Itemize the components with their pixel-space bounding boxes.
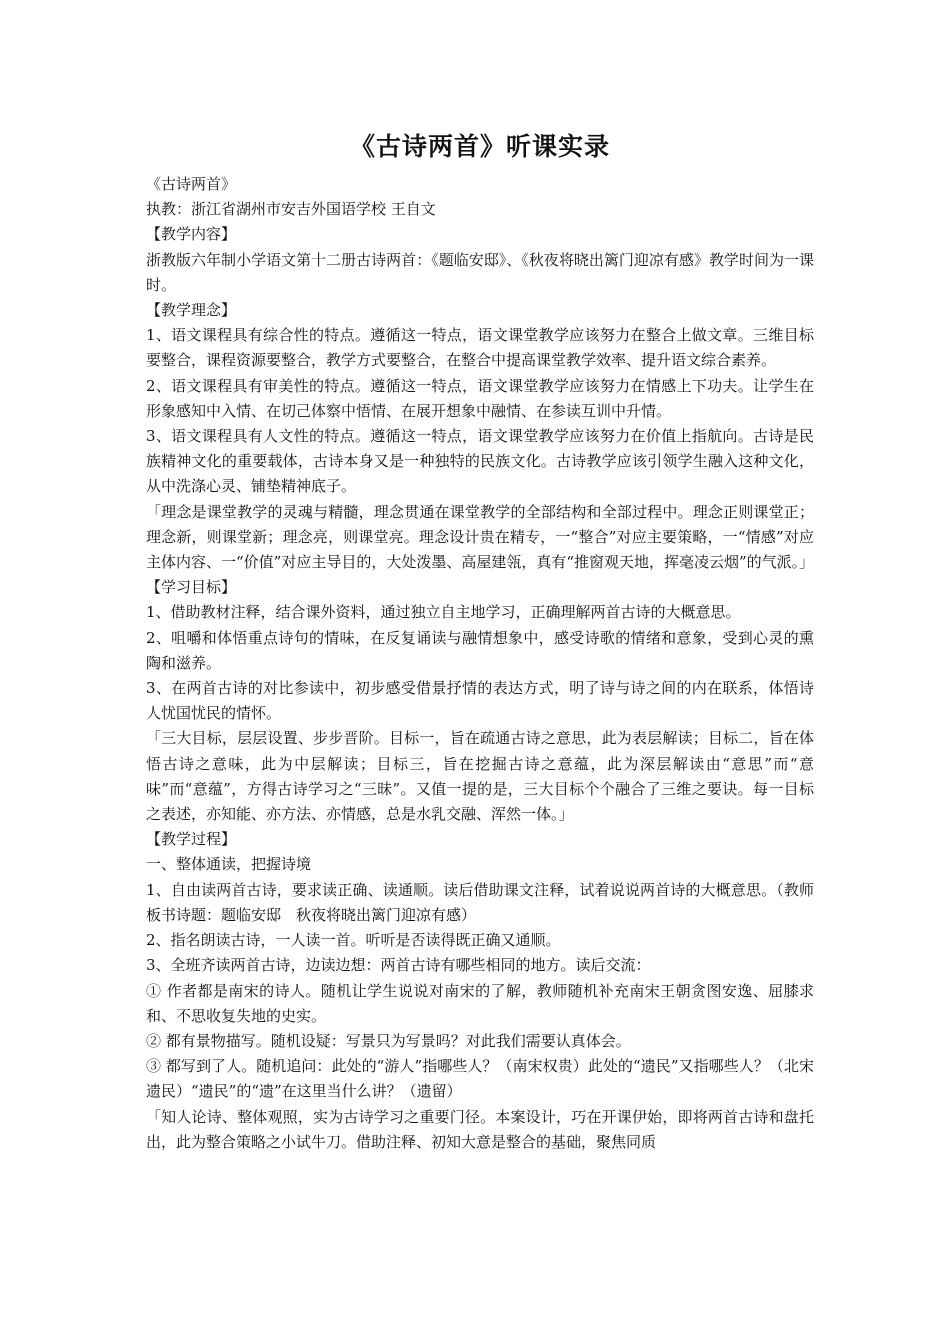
subsection-heading: 一、整体通读，把握诗境 (146, 855, 312, 874)
paragraph: 《古诗两首》 (146, 175, 237, 193)
section-heading: 【教学内容】 (146, 225, 237, 244)
paragraph: 1、借助教材注释，结合课外资料，通过独立自主地学习，正确理解两首古诗的大概意思。 (146, 603, 741, 622)
document-body (146, 172, 814, 1155)
paragraph: 执教：浙江省湖州市安吉外国语学校 王自文 (146, 200, 436, 219)
paragraph: 1、自由读两首古诗，要求读正确、读通顺。读后借助课文注释，试着说说两首诗的大概意思。（教师板书诗题：题临安邸 秋夜将晓出篱门迎凉有感） (146, 880, 814, 924)
paragraph: 3、语文课程具有人文性的特点。遵循这一特点，语文课堂教学应该努力在价值上指航向。古诗是民族精神文化的重要载体，古诗本身又是一种独特的民族文化。古诗教学应该引领学生融入这种文化，从中洗涤心灵、铺垫精神底子。 (146, 427, 814, 496)
section-heading: 【学习目标】 (146, 578, 237, 597)
paragraph: ① 作者都是南宋的诗人。随机让学生说说对南宋的了解，教师随机补充南宋王朝贪图安逸、屈膝求和、不思收复失地的史实。 (146, 981, 814, 1025)
paragraph: ③ 都写到了人。随机追问：此处的“游人”指哪些人？（南宋权贵）此处的“遗民”又指哪些人？（北宋遗民）“遗民”的“遗”在这里当什么讲？（遗留） (146, 1057, 814, 1101)
paragraph: 3、全班齐读两首古诗，边读边想：两首古诗有哪些相同的地方。读后交流： (146, 956, 651, 975)
commentary: 「理念是课堂教学的灵魂与精髓，理念贯通在课堂教学的全部结构和全部过程中。理念正则课堂正；理念新，则课堂新；理念亮，则课堂亮。理念设计贵在精专，一“整合”对应主要策略，一“情感”对应主体内容、一“价值”对应主导目的，大处泼墨、高屋建瓴，真有“推窗观天地，挥毫凌云烟”的气派。」 (146, 502, 815, 572)
paragraph: 2、指名朗读古诗，一人读一首。听听是否读得既正确又通顺。 (146, 931, 561, 950)
paragraph: 2、咀嚼和体悟重点诗句的情味，在反复诵读与融情想象中，感受诗歌的情绪和意象，受到心灵的熏陶和滋养。 (146, 628, 814, 672)
commentary: 「知人论诗、整体观照，实为古诗学习之重要门径。本案设计，巧在开课伊始，即将两首古诗和盘托出，此为整合策略之小试牛刀。借助注释、初知大意是整合的基础，聚焦同质 (146, 1107, 814, 1151)
paragraph: 浙教版六年制小学语文第十二册古诗两首：《题临安邸》、《秋夜将晓出篱门迎凉有感》教学时间为一课时。 (146, 250, 814, 294)
section-heading: 【教学过程】 (146, 830, 237, 849)
commentary: 「三大目标，层层设置、步步晋阶。目标一，旨在疏通古诗之意思，此为表层解读；目标二，旨在体悟古诗之意味，此为中层解读；目标三，旨在挖掘古诗之意蕴，此为深层解读由“意思”而“意味”而“意蕴”，方得古诗学习之“三昧”。又值一提的是，三大目标个个融合了三维之要诀。每一目标之表述，亦知能、亦方法、亦情感，总是水乳交融、浑然一体。」 (146, 729, 814, 824)
section-heading: 【教学理念】 (146, 301, 237, 320)
document-page (146, 130, 814, 1155)
paragraph: 3、在两首古诗的对比参读中，初步感受借景抒情的表达方式，明了诗与诗之间的内在联系，体悟诗人忧国忧民的情怀。 (146, 679, 814, 723)
paragraph: ② 都有景物描写。随机设疑：写景只为写景吗？对此我们需要认真体会。 (146, 1031, 631, 1050)
paragraph: 1、语文课程具有综合性的特点。遵循这一特点，语文课堂教学应该努力在整合上做文章。三维目标要整合，课程资源要整合，教学方式要整合，在整合中提高课堂教学效率、提升语文综合素养。 (146, 326, 814, 370)
document-title: 《古诗两首》听课实录 (349, 132, 610, 161)
paragraph: 2、语文课程具有审美性的特点。遵循这一特点，语文课堂教学应该努力在情感上下功夫。让学生在形象感知中入情、在切己体察中悟情、在展开想象中融情、在参读互训中升情。 (146, 376, 814, 420)
